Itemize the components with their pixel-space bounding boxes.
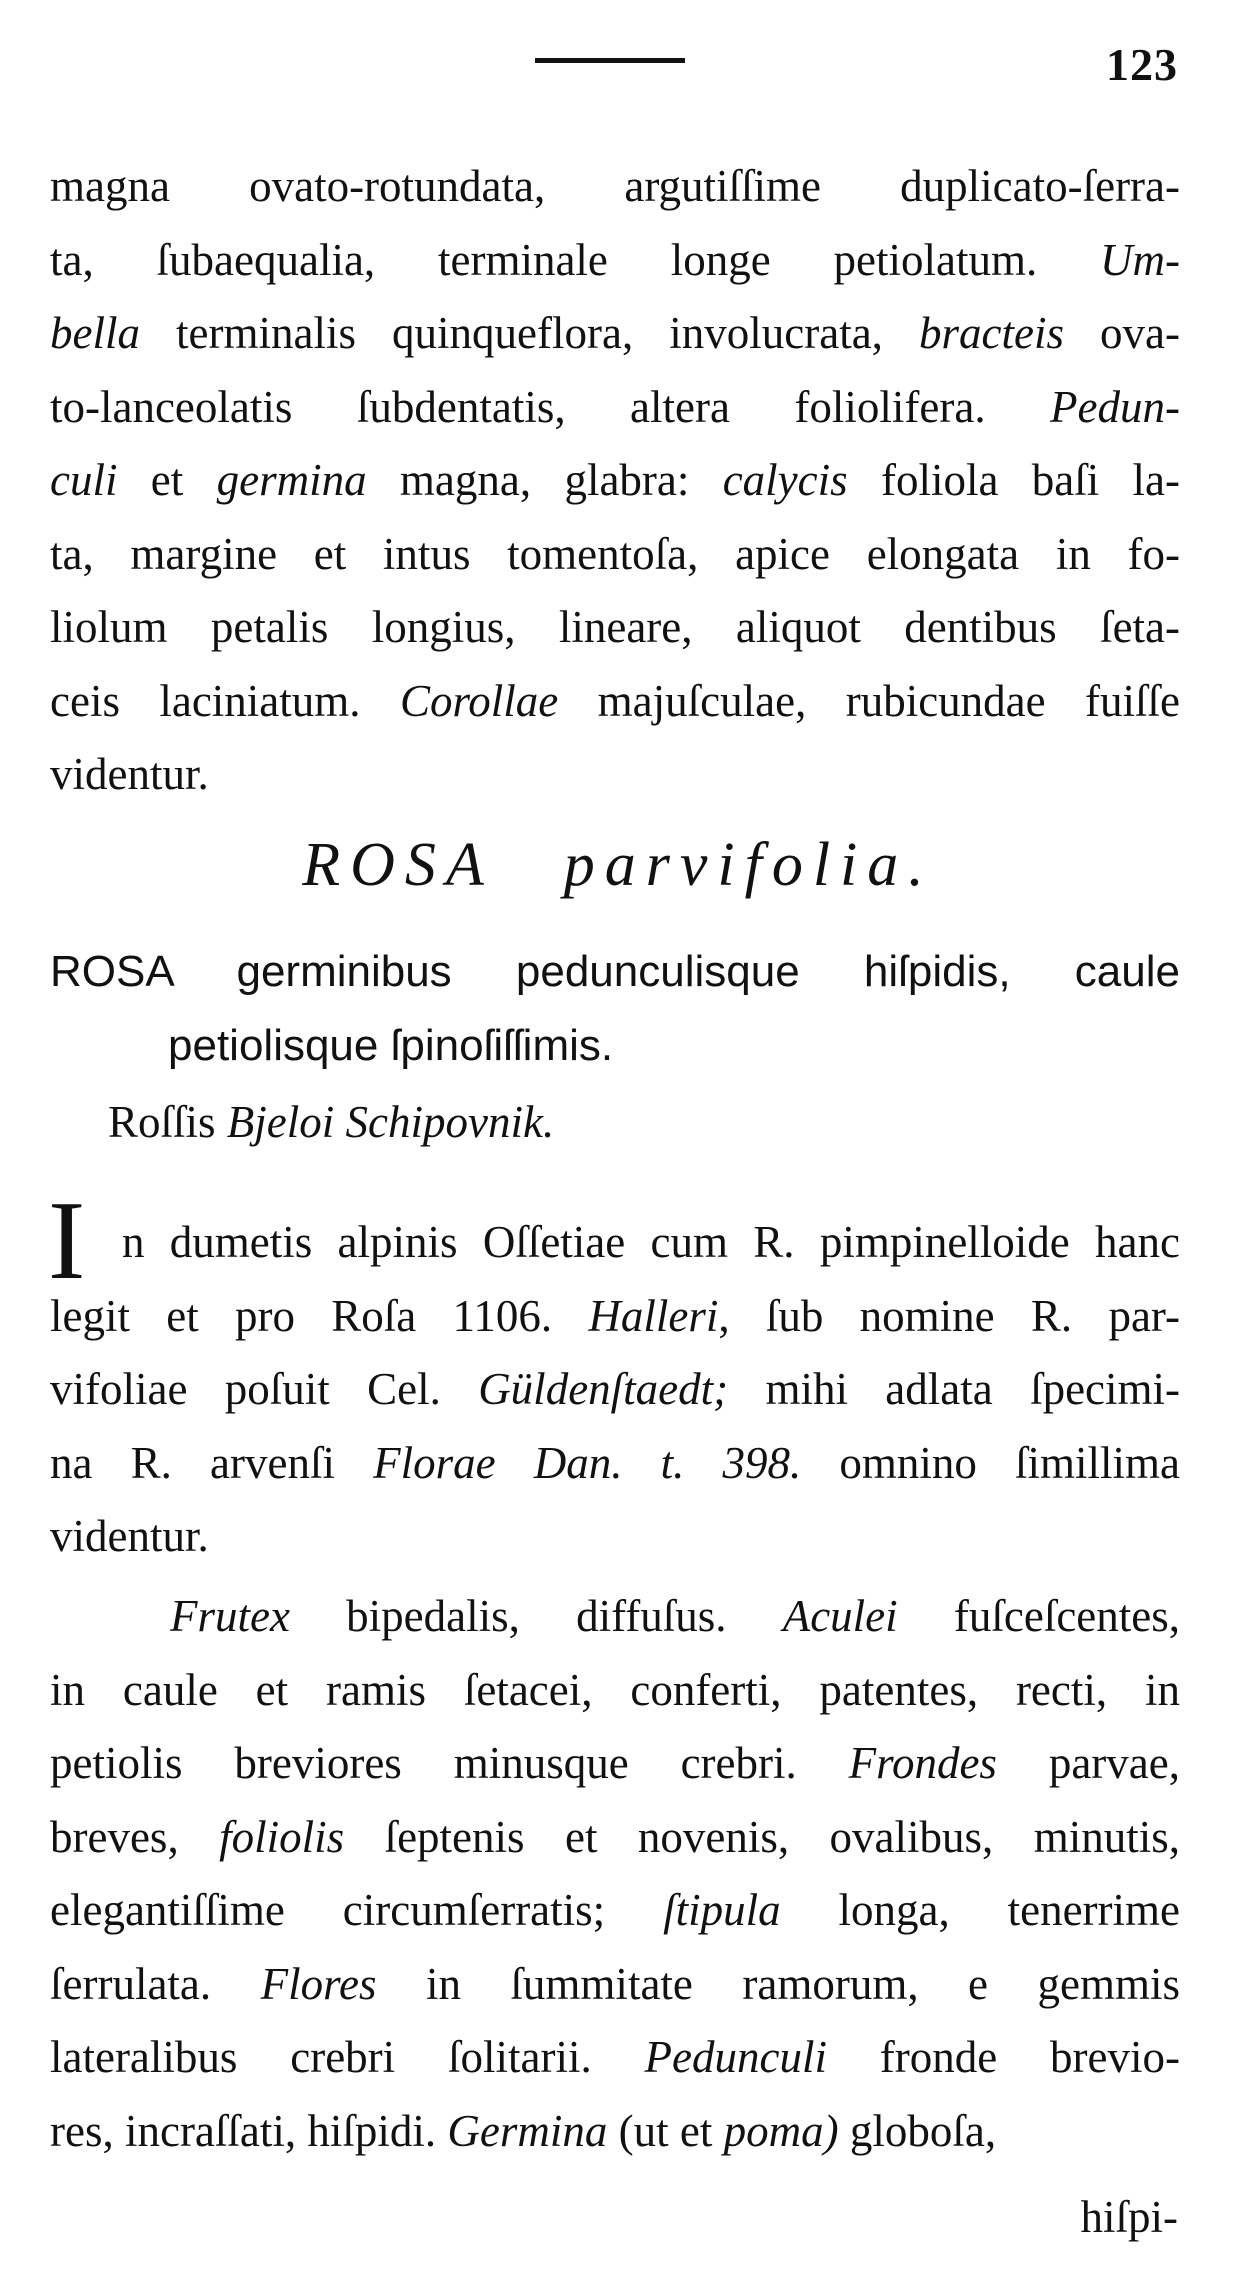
text-segment: majuſculae, rubicundae fuiſſe bbox=[558, 675, 1180, 726]
text-line bbox=[50, 297, 1180, 371]
text-segment: longa, tenerrime bbox=[780, 1885, 1180, 1935]
synonym-name: Bjeloi Schipovnik. bbox=[226, 1097, 555, 1147]
diagnosis-line-1: ROSA germinibus pedunculisque hiſpidis, caule bbox=[50, 947, 1180, 996]
text-line bbox=[50, 1427, 1180, 1501]
text-segment: elegantiſſime circumſerratis; bbox=[50, 1885, 664, 1935]
text-segment: ta, ſubaequalia, terminale longe petiolatum. bbox=[50, 234, 1101, 285]
paragraph-3 bbox=[50, 1580, 1180, 2168]
italic-term: Frutex bbox=[170, 1591, 290, 1641]
text-segment: res, incraſſati, hiſpidi. bbox=[50, 2105, 448, 2156]
text-line bbox=[50, 1874, 1180, 1948]
text-segment: petiolis breviores minusque crebri. bbox=[50, 1738, 849, 1788]
synonym-prefix: Roſſis bbox=[108, 1097, 227, 1147]
text-segment: in ſummitate ramorum, e gemmis bbox=[376, 1958, 1180, 2009]
italic-term: bracteis bbox=[919, 308, 1064, 358]
vernacular-synonym bbox=[108, 1085, 554, 1159]
text-segment: fuſceſcentes, bbox=[897, 1591, 1180, 1641]
paragraph-2 bbox=[50, 1206, 1180, 1574]
text-segment: na R. arvenſi bbox=[50, 1437, 374, 1488]
text-line bbox=[50, 224, 1180, 298]
text-segment: (ut et bbox=[607, 2105, 724, 2156]
text-segment: terminalis quinqueflora, involucrata, bbox=[139, 308, 919, 358]
text-line bbox=[50, 150, 1180, 224]
italic-term: germina bbox=[216, 455, 367, 505]
catchword: hiſpi- bbox=[1080, 2192, 1178, 2242]
text-segment: bipedalis, diffuſus. bbox=[289, 1591, 783, 1641]
italic-term: Florae Dan. t. 398. bbox=[373, 1437, 802, 1488]
text-segment: et bbox=[117, 455, 217, 505]
text-segment: ta, margine et intus tomentoſa, apice elongata in fo- bbox=[50, 528, 1180, 579]
italic-term: Pedunculi bbox=[644, 2032, 827, 2082]
text-segment: mihi adlata ſpecimi- bbox=[728, 1364, 1181, 1414]
text-line bbox=[50, 1948, 1180, 2022]
italic-term: Pedun- bbox=[1050, 381, 1180, 432]
species-heading bbox=[0, 830, 1236, 901]
text-segment: magna, glabra: bbox=[366, 455, 723, 505]
text-segment: videntur. bbox=[50, 1511, 209, 1561]
header-rule bbox=[535, 58, 685, 63]
italic-term: Corollae bbox=[399, 675, 559, 726]
text-line bbox=[50, 738, 1180, 812]
text-segment: magna ovato-rotundata, argutiſſime duplicato-ſerra- bbox=[50, 161, 1180, 211]
page-number: 123 bbox=[1106, 39, 1178, 90]
text-line bbox=[50, 518, 1180, 592]
text-segment: liolum petalis longius, lineare, aliquot dentibus ſeta- bbox=[50, 602, 1180, 652]
italic-term: Güldenſtaedt; bbox=[478, 1364, 729, 1414]
italic-term: Germina bbox=[447, 2105, 608, 2156]
text-segment: parvae, bbox=[996, 1738, 1180, 1788]
text-segment: lateralibus crebri ſolitarii. bbox=[50, 2032, 645, 2082]
text-segment: videntur. bbox=[50, 749, 209, 799]
heading-epithet: parvifolia. bbox=[563, 831, 934, 899]
text-line bbox=[50, 591, 1180, 665]
text-line bbox=[50, 1500, 1180, 1574]
text-segment: breves, bbox=[50, 1811, 220, 1862]
italic-term: ſtipula bbox=[663, 1885, 781, 1935]
text-line bbox=[50, 1580, 1180, 1654]
text-segment: foliola baſi la- bbox=[847, 455, 1181, 505]
text-segment: fronde brevio- bbox=[826, 2032, 1181, 2082]
italic-term: poma) bbox=[723, 2105, 839, 2156]
italic-term: Halleri bbox=[588, 1290, 719, 1341]
text-segment: omnino ſimillima bbox=[801, 1437, 1181, 1488]
diagnosis-line-2: petiolisque ſpinoſiſſimis. bbox=[168, 1021, 614, 1070]
text-segment: globoſa, bbox=[838, 2105, 997, 2156]
text-segment: in caule et ramis ſetacei, conferti, patentes, recti, in bbox=[50, 1664, 1180, 1715]
italic-term: foliolis bbox=[219, 1811, 345, 1862]
italic-term: Flores bbox=[260, 1958, 377, 2009]
text-line bbox=[50, 444, 1180, 518]
text-line bbox=[50, 1280, 1180, 1354]
text-segment: ova- bbox=[1063, 308, 1180, 358]
drop-cap: I bbox=[48, 1179, 86, 1303]
text-segment: to-lanceolatis ſubdentatis, altera foliolifera. bbox=[50, 381, 1051, 432]
text-line bbox=[50, 2021, 1180, 2095]
text-segment: n dumetis alpinis Oſſetiae cum R. pimpinelloide hanc bbox=[122, 1217, 1180, 1267]
text-segment: , ſub nomine R. par- bbox=[718, 1290, 1180, 1341]
text-segment: vifoliae poſuit Cel. bbox=[50, 1364, 479, 1414]
text-line bbox=[50, 1727, 1180, 1801]
italic-term: culi bbox=[50, 455, 118, 505]
text-segment: ceis laciniatum. bbox=[50, 675, 400, 726]
italic-term: Aculei bbox=[782, 1591, 898, 1641]
heading-genus: ROSA bbox=[302, 831, 494, 899]
italic-term: Frondes bbox=[848, 1738, 997, 1788]
paragraph-1 bbox=[50, 150, 1180, 812]
italic-term: Um- bbox=[1100, 234, 1180, 285]
text-line bbox=[50, 2095, 1180, 2169]
text-line bbox=[50, 665, 1180, 739]
italic-term: bella bbox=[50, 308, 140, 358]
italic-term: calycis bbox=[722, 455, 848, 505]
text-line bbox=[50, 1801, 1180, 1875]
text-segment: legit et pro Roſa 1106. bbox=[50, 1290, 589, 1341]
text-line bbox=[50, 1654, 1180, 1728]
text-segment: ſerrulata. bbox=[50, 1958, 261, 2009]
text-line bbox=[50, 371, 1180, 445]
text-line bbox=[50, 1353, 1180, 1427]
text-line bbox=[50, 1206, 1180, 1280]
text-segment: ſeptenis et novenis, ovalibus, minutis, bbox=[344, 1811, 1180, 1862]
species-diagnosis bbox=[50, 935, 1180, 1083]
